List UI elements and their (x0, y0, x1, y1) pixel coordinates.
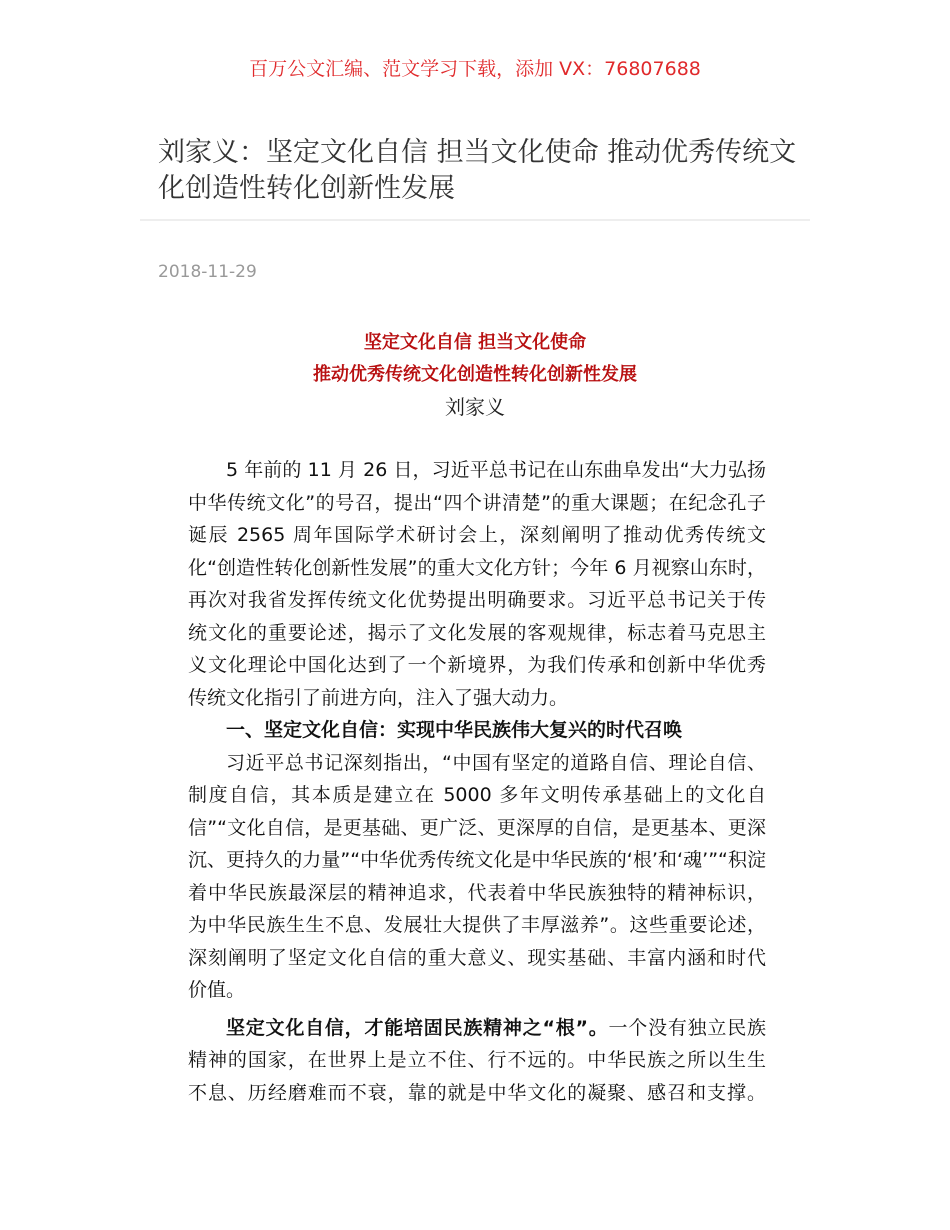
article-subtitle-line-1: 坚定文化自信 担当文化使命 (363, 332, 587, 353)
paragraph-1 (188, 454, 766, 714)
text-line: 着中华民族最深层的精神追求，代表着中华民族独特的精神标识， (188, 881, 766, 904)
section-heading (188, 714, 766, 747)
article-subtitle-line-2: 推动优秀传统文化创造性转化创新性发展 (313, 364, 637, 385)
author-name: 刘家义 (445, 395, 505, 419)
text-line: 中华传统文化”的号召，提出“四个讲清楚”的重大课题；在纪念孔子 (188, 491, 766, 514)
paragraph-3 (188, 1012, 766, 1110)
paragraph-2 (188, 747, 766, 1007)
text-line: 信”“文化自信，是更基础、更广泛、更深厚的自信，是更基本、更深 (188, 816, 766, 839)
title-divider (140, 219, 810, 221)
text-line: 习近平总书记深刻指出，“中国有坚定的道路自信、理论自信、 (226, 751, 766, 774)
text-line: 价值。 (188, 979, 246, 1001)
text-line: 精神的国家，在世界上是立不住、行不远的。中华民族之所以生生 (188, 1049, 766, 1071)
text-line: 再次对我省发挥传统文化优势提出明确要求。习近平总书记关于传 (188, 589, 766, 611)
text-line: 深刻阐明了坚定文化自信的重大意义、现实基础、丰富内涵和时代 (188, 946, 766, 969)
section-heading-text: 一、坚定文化自信：实现中华民族伟大复兴的时代召唤 (226, 719, 683, 741)
text-line: 为中华民族生生不息、发展壮大提供了丰厚滋养”。这些重要论述， (188, 914, 766, 936)
text-line: 制度自信，其本质是建立在 5000 多年文明传承基础上的文化自 (188, 784, 766, 806)
download-banner: 百万公文汇编、范文学习下载，添加 VX：76807688 (249, 58, 701, 80)
text-line: 不息、历经磨难而不衰，靠的就是中华文化的凝聚、感召和支撑。 (188, 1081, 766, 1104)
text-run: 一个没有独立民族 (608, 1016, 766, 1039)
text-line: 传统文化指引了前进方向，注入了强大动力。 (188, 686, 569, 709)
article-body (188, 454, 766, 1109)
text-line: 诞辰 2565 周年国际学术研讨会上，深刻阐明了推动优秀传统文 (188, 524, 766, 546)
text-line: 统文化的重要论述，揭示了文化发展的客观规律，标志着马克思主 (188, 621, 766, 644)
text-line: 义文化理论中国化达到了一个新境界，为我们传承和创新中华优秀 (188, 654, 766, 676)
text-line: 5 年前的 11 月 26 日，习近平总书记在山东曲阜发出“大力弘扬 (226, 459, 766, 481)
article-title: 刘家义：坚定文化自信 担当文化使命 推动优秀传统文化创造性转化创新性发展 (158, 137, 797, 204)
text-line: 沉、更持久的力量”“中华优秀传统文化是中华民族的‘根’和‘魂’”“积淀 (188, 849, 766, 871)
text-line (188, 1012, 766, 1045)
text-line: 化“创造性转化创新性发展”的重大文化方针；今年 6 月视察山东时， (188, 556, 766, 579)
publish-date: 2018-11-29 (158, 262, 257, 282)
bold-lead-sentence: 坚定文化自信，才能培固民族精神之“根”。 (226, 1016, 609, 1039)
